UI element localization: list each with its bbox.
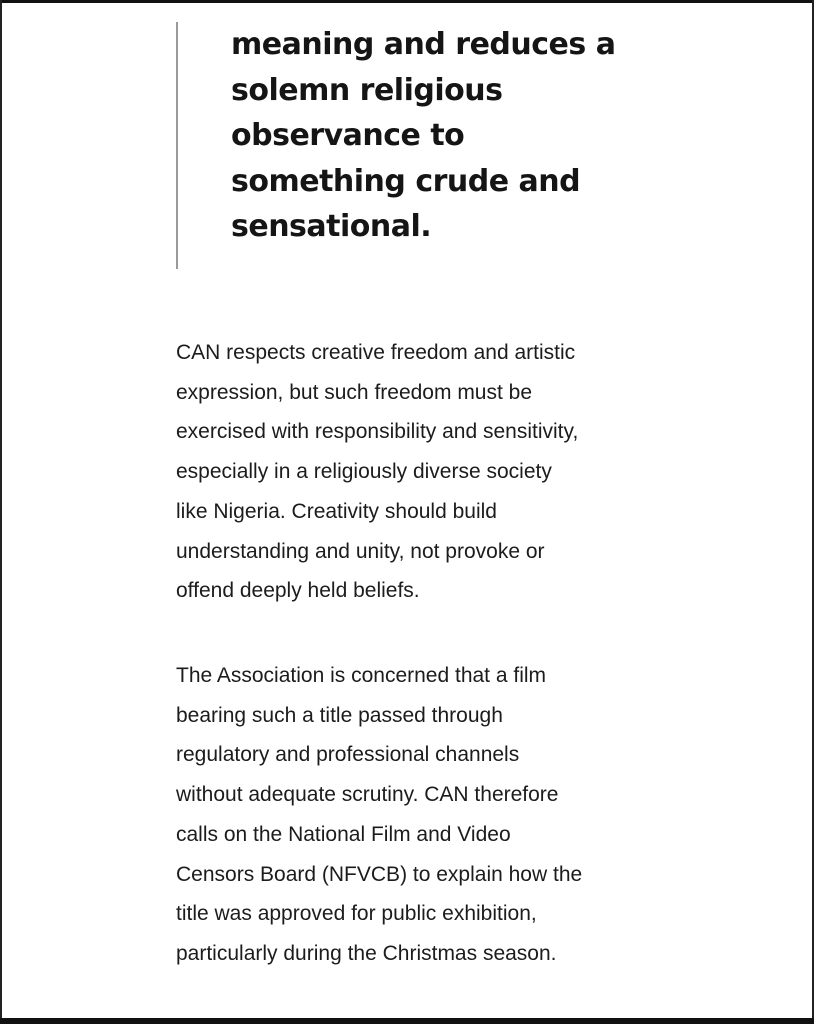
paragraph-line: bearing such a title passed through [176,703,503,727]
paragraph-line: Censors Board (NFVCB) to explain how the [176,862,583,886]
paragraph-line: title was approved for public exhibition, [176,902,537,926]
quote-line: observance to [231,118,465,153]
paragraph-line: particularly during the Christmas season. [176,941,557,965]
paragraph-line: offend deeply held beliefs. [176,579,420,603]
paragraph-line: CAN respects creative freedom and artistic [176,341,576,364]
paragraph-nfvcb-concern [176,656,696,974]
quote-line: sensational. [231,209,432,244]
top-border [0,0,814,3]
left-border [0,0,2,1024]
pull-quote [231,22,671,250]
quote-line: something crude and [231,163,581,199]
paragraph-line: like Nigeria. Creativity should build [176,499,497,523]
paragraph-line: exercised with responsibility and sensitivity, [176,420,579,444]
quote-line: meaning and reduces a [231,27,616,62]
paragraph-line: regulatory and professional channels [176,743,520,767]
paragraph-creative-freedom [176,333,696,611]
paragraph-line: without adequate scrutiny. CAN therefore [176,783,559,807]
bottom-border [0,1018,814,1024]
paragraph-line: The Association is concerned that a film [176,664,547,687]
paragraph-line: calls on the National Film and Video [176,822,511,846]
quote-line: solemn religious [231,72,503,108]
paragraph-line: understanding and unity, not provoke or [176,539,545,563]
paragraph-line: especially in a religiously diverse society [176,460,552,484]
blockquote-bar [176,22,178,269]
paragraph-line: expression, but such freedom must be [176,380,533,404]
